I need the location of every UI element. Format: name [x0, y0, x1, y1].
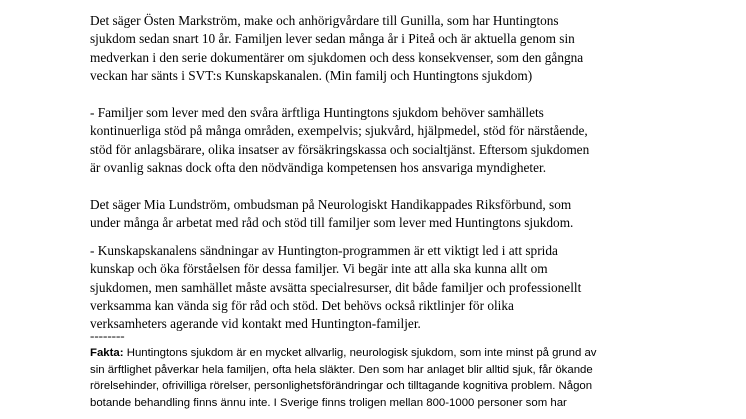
paragraph-lundstrom-attribution: Det säger Mia Lundström, ombudsman på Neurologiskt Handikappades Riksförbund, som under många år arbetat med råd och stöd till familjer som lever med Huntingtons sjukdom.: [90, 197, 574, 231]
paragraph-family-support: - Familjer som lever med den svåra ärftliga Huntingtons sjukdom behöver samhällets kontinuerliga stöd på många områden, exempelvis; sjukvård, hjälpmedel, stöd för närstående, stöd för anlagsbärare, olika insatser av försäkringskassa och socialtjänst. Eftersom sjukdomen är ovanlig saknas dock ofta den nödvändiga kompetensen hos ansvariga myndigheter.: [90, 105, 590, 175]
paragraph-kunskapskanalen: - Kunskapskanalens sändningar av Huntington-programmen är ett viktigt led i att sprida kunskap och öka förståelsen för dessa familjer. Vi begär inte att alla ska kunna allt om sjukdomen, men samhället måste avsätta specialresurser, dit både familjer och professionellt verksamma kan vända sig för råd och stöd. Det behövs också riktlinjer för olika verksamheters agerande vid kontakt med Huntington-familjer.: [90, 243, 582, 332]
paragraph-markstrom-quote: Det säger Östen Markström, make och anhörigvårdare till Gunilla, som har Huntingtons sjukdom sedan snart 10 år. Familjen lever sedan många år i Piteå och är aktuella genom sin medverkan i den serie dokumentärer om sjukdomen och dess konsekvenser, som den gångna veckan har sänts i SVT:s Kunskapskanalen. (Min familj och Huntingtons sjukdom): [90, 13, 584, 83]
fakta-box: [90, 345, 740, 411]
section-divider: --------: [90, 328, 125, 343]
fakta-text: Huntingtons sjukdom är en mycket allvarlig, neurologisk sjukdom, som inte minst på grund av sin ärftlighet påverkar hela familjen, ofta hela släkter. Den som har anlaget blir alltid sjuk, får ökande rörelsehinder, ofrivilliga rörelser, personlighetsförändringar och tilltagande kognitiva problem. Någon botande behandling finns ännu inte. I Sverige finns troligen mellan 800-1000 personer som har: [90, 347, 597, 409]
fakta-label: Fakta:: [90, 347, 124, 359]
